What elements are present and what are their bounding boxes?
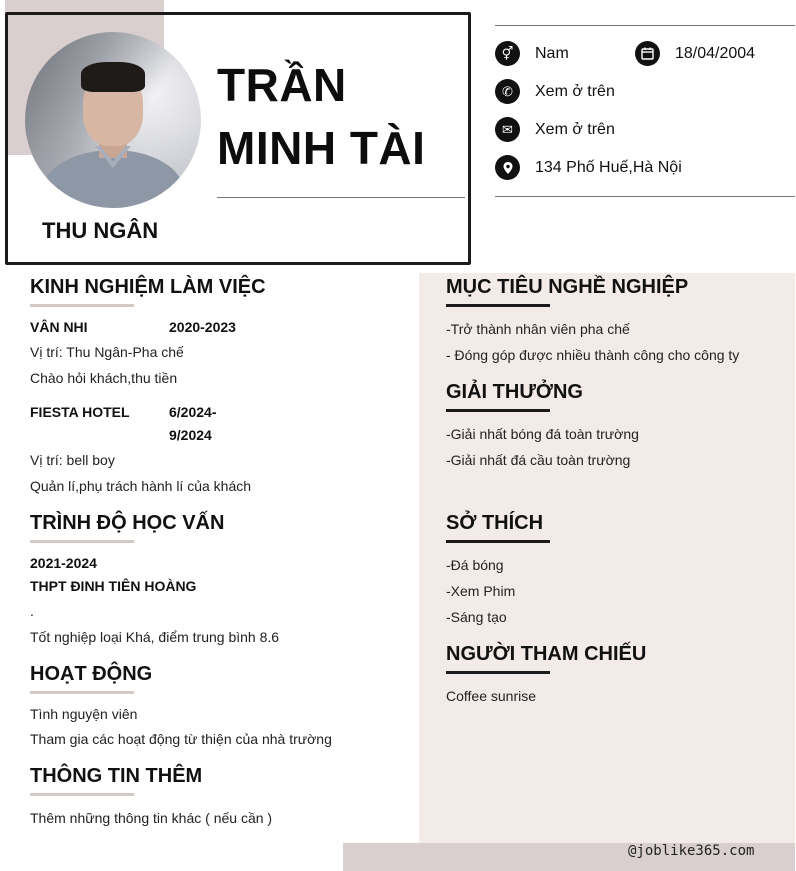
job2-position: Vị trí: bell boy xyxy=(30,452,115,468)
job1-company: VÂN NHI xyxy=(30,319,88,335)
hobbies-title: SỞ THÍCH xyxy=(446,512,544,534)
email-icon: ✉ xyxy=(495,117,520,142)
education-title: TRÌNH ĐỘ HỌC VẤN xyxy=(30,512,225,534)
education-years: 2021-2024 xyxy=(30,555,97,571)
job2-period-start: 6/2024- xyxy=(169,404,217,420)
contact-divider-top xyxy=(495,25,795,26)
additional-underline xyxy=(30,793,134,796)
activities-description: Tham gia các hoạt động từ thiện của nhà trường xyxy=(30,731,332,747)
education-school: THPT ĐINH TIÊN HOÀNG xyxy=(30,578,197,594)
profile-photo xyxy=(25,32,201,208)
activities-underline xyxy=(30,691,134,694)
objective-title: MỤC TIÊU NGHỀ NGHIỆP xyxy=(446,276,689,298)
job1-position: Vị trí: Thu Ngân-Pha chế xyxy=(30,344,184,360)
education-result: Tốt nghiệp loại Khá, điểm trung bình 8.6 xyxy=(30,629,280,645)
phone-text: Xem ở trên xyxy=(535,83,615,100)
activities-role: Tình nguyện viên xyxy=(30,706,138,722)
job-title: THU NGÂN xyxy=(42,218,159,243)
full-name-line2: MINH TÀI xyxy=(217,122,426,174)
job2-company: FIESTA HOTEL xyxy=(30,404,130,420)
award-item: -Giải nhất đá cầu toàn trường xyxy=(446,452,631,468)
hobby-item: -Đá bóng xyxy=(446,557,504,573)
phone-icon: ✆ xyxy=(495,79,520,104)
awards-title: GIẢI THƯỞNG xyxy=(446,381,583,403)
objective-item: - Đóng góp được nhiều thành công cho công ty xyxy=(446,347,740,363)
references-title: NGƯỜI THAM CHIẾU xyxy=(446,643,647,665)
calendar-icon xyxy=(635,41,660,66)
birthdate-text: 18/04/2004 xyxy=(675,45,756,62)
contact-divider-bottom xyxy=(495,196,795,197)
objective-item: -Trở thành nhân viên pha chế xyxy=(446,321,630,337)
job2-description: Quản lí,phụ trách hành lí của khách xyxy=(30,478,252,494)
education-underline xyxy=(30,540,134,543)
job1-description: Chào hỏi khách,thu tiền xyxy=(30,370,178,386)
references-text: Coffee sunrise xyxy=(446,688,537,704)
experience-underline xyxy=(30,304,134,307)
gender-icon: ⚥ xyxy=(495,41,520,66)
email-text: Xem ở trên xyxy=(535,121,615,138)
references-underline xyxy=(446,671,550,674)
award-item: -Giải nhất bóng đá toàn trường xyxy=(446,426,639,442)
education-dot: . xyxy=(30,603,34,619)
watermark-text: @joblike365.com xyxy=(628,843,755,859)
address-text: 134 Phố Huế,Hà Nội xyxy=(535,159,682,176)
hobby-item: -Sáng tạo xyxy=(446,609,507,625)
gender-text: Nam xyxy=(535,45,569,62)
header-divider xyxy=(217,197,465,198)
hobbies-underline xyxy=(446,540,550,543)
objective-underline xyxy=(446,304,550,307)
job2-period-end: 9/2024 xyxy=(169,427,212,443)
hobby-item: -Xem Phim xyxy=(446,583,516,599)
additional-text: Thêm những thông tin khác ( nếu cần ) xyxy=(30,810,273,826)
activities-title: HOẠT ĐỘNG xyxy=(30,663,153,685)
location-icon xyxy=(495,155,520,180)
additional-title: THÔNG TIN THÊM xyxy=(30,765,203,787)
awards-underline xyxy=(446,409,550,412)
full-name-line1: TRẦN xyxy=(217,59,347,111)
experience-title: KINH NGHIỆM LÀM VIỆC xyxy=(30,276,266,298)
job1-period: 2020-2023 xyxy=(169,319,236,335)
